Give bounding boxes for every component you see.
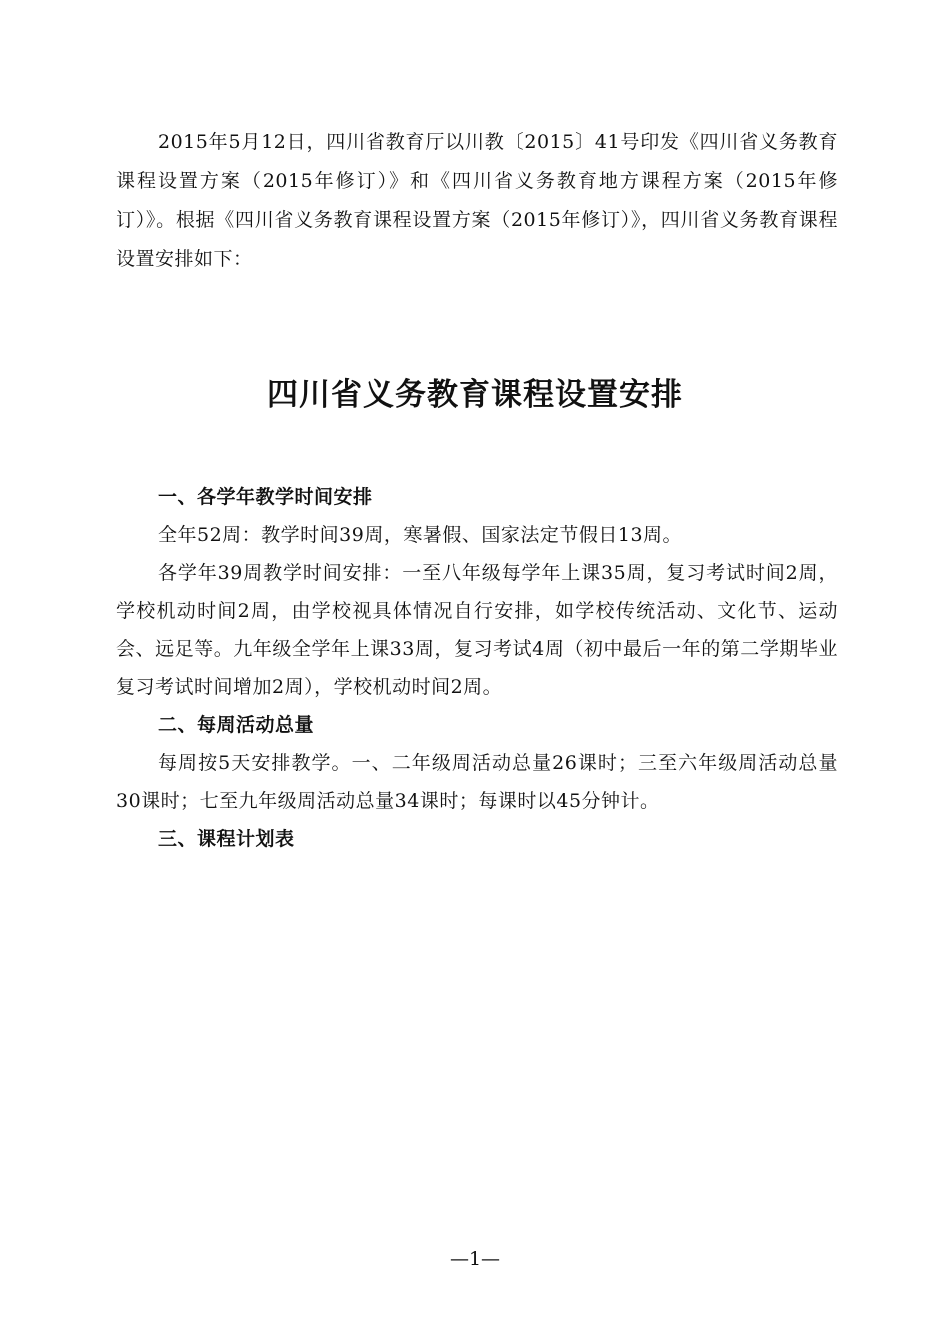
paragraph-annual-weeks: 全年52周：教学时间39周，寒暑假、国家法定节假日13周。 [158, 524, 683, 546]
document-body [116, 478, 838, 858]
section-heading-weekly-activity: 二、每周活动总量 [158, 714, 315, 736]
paragraph-weekly-hours: 每周按5天安排教学。一、二年级周活动总量26课时；三至六年级周活动总量30课时；七至九年级周活动总量34课时；每课时以45分钟计。 [116, 752, 838, 812]
page-number: —1— [449, 1248, 501, 1270]
intro-paragraph: 2015年5月12日，四川省教育厅以川教〔2015〕41号印发《四川省义务教育课程设置方案（2015年修订）》和《四川省义务教育地方课程方案（2015年修订）》。根据《四川省义务教育课程设置方案（2015年修订）》，四川省义务教育课程设置安排如下： [116, 131, 838, 270]
document-title: 四川省义务教育课程设置安排 [267, 377, 683, 413]
section-heading-teaching-time: 一、各学年教学时间安排 [158, 486, 373, 508]
paragraph-teaching-arrangement: 各学年39周教学时间安排：一至八年级每学年上课35周，复习考试时间2周，学校机动时间2周，由学校视具体情况自行安排，如学校传统活动、文化节、运动会、远足等。九年级全学年上课33周，复习考试4周（初中最后一年的第二学期毕业复习考试时间增加2周），学校机动时间2周。 [116, 562, 838, 698]
section-heading-course-plan: 三、课程计划表 [158, 828, 295, 850]
